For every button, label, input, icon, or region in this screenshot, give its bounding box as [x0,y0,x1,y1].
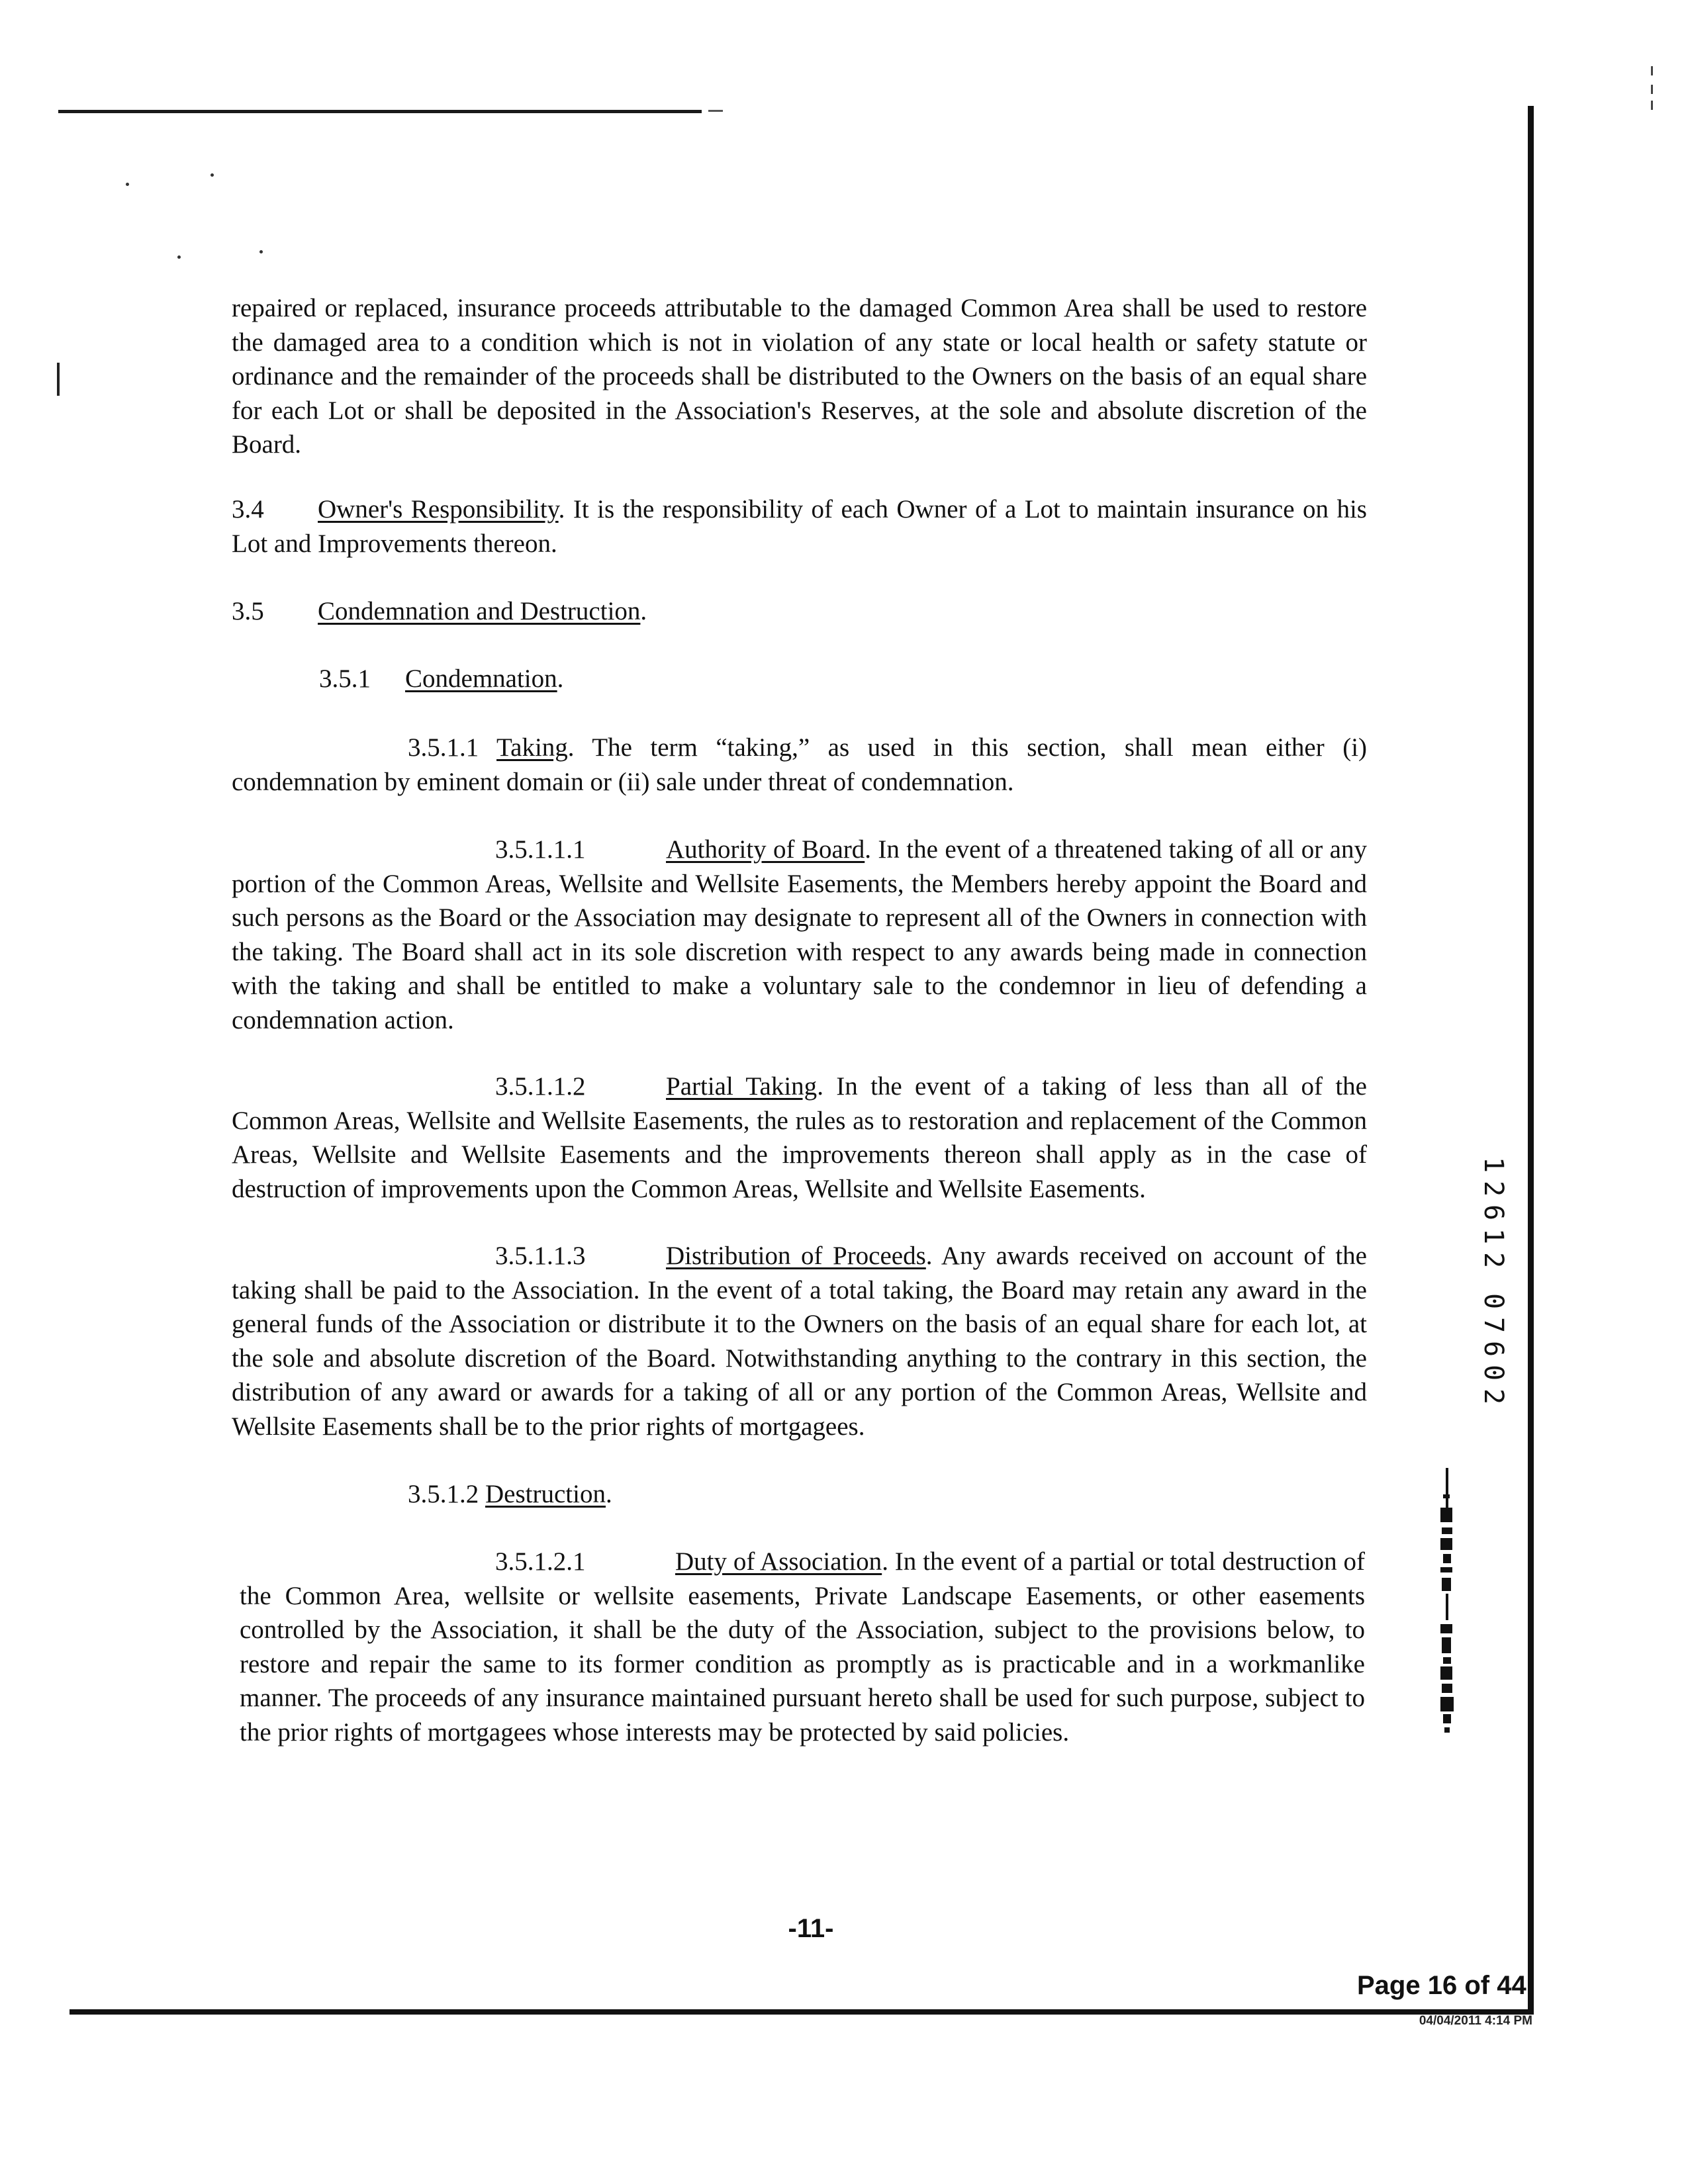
section-title: Owner's Responsibility [318,495,559,523]
recording-digit: 6 [1478,1340,1509,1357]
top-scan-rule [58,110,702,113]
scan-speck [211,173,214,177]
recording-digit: 2 [1478,1251,1509,1269]
section-3-5-1 [319,662,563,696]
recording-digit: 1 [1478,1228,1509,1245]
recording-barcode-image [1434,1468,1460,1746]
section-text: . In the event of a taking of less than all of the Common Areas, Wellsite and Wellsite Easements, the rules as to restoration and replacement of the Common Areas, Wellsite and Wellsite Easements and the improvements thereon shall apply as in the case of destruction of improvements upon the Common Areas, Wellsite and Wellsite Easements. [232,1072,1367,1203]
section-suffix: . [640,597,647,625]
recording-digit: 0 [1478,1293,1509,1310]
scan-speck [177,255,181,259]
section-number: 3.5.1.2.1 [495,1547,586,1576]
recording-digit: 0 [1478,1364,1509,1381]
section-suffix: . [557,664,564,693]
recording-digit: 2 [1478,1180,1509,1197]
recording-digit: 1 [1478,1156,1509,1173]
section-suffix: . [605,1480,612,1508]
recording-digit: 7 [1478,1316,1509,1334]
section-number: 3.5.1.1.1 [495,835,586,864]
section-3-5-1-1 [232,731,1367,799]
section-3-5-1-2 [408,1477,612,1512]
continuation-paragraph: repaired or replaced, insurance proceeds attributable to the damaged Common Area shall be used to restore the damaged area to a condition which is not in violation of any state or local health or safety statute or ordinance and the remainder of the proceeds shall be distributed to the Owners on the basis of an equal share for each Lot or shall be deposited in the Association's Reserves, at the sole and absolute discretion of the Board. [232,294,1367,459]
section-3-4 [232,492,1367,561]
section-3-5-1-2-1 [240,1545,1365,1749]
section-title: Partial Taking [666,1072,818,1101]
right-scan-border [1528,106,1534,2012]
recording-number [1479,1153,1508,1408]
section-text: . In the event of a partial or total destruction of the Common Area, wellsite or wellsite easements, Private Landscape Easements, or other easements controlled by the Association, it shall be the duty of the Association, subject to the provisions below, to restore and repair the same to its former condition as promptly as is practicable and in a workmanlike manner. The proceeds of any insurance maintained pursuant hereto shall be used for such purpose, subject to the prior rights of mortgagees whose interests may be protected by said policies. [240,1547,1365,1747]
section-title: Duty of Association [675,1547,882,1576]
scan-speck [126,183,129,186]
section-number: 3.5.1.2 [408,1480,479,1508]
section-title: Condemnation and Destruction [318,597,641,625]
section-3-5-1-1-1 [232,833,1367,1037]
edge-dash-mark [1651,101,1653,110]
section-3-5 [232,594,647,629]
section-number: 3.5.1.1.2 [495,1072,586,1101]
page-of-count: Page 16 of 44 [1357,1971,1526,2000]
left-margin-mark [57,363,60,396]
recording-digit: 6 [1478,1204,1509,1221]
top-scan-rule-tail [708,110,723,112]
section-text: . It is the responsibility of each Owner of a Lot to maintain insurance on his Lot and Improvements thereon. [232,495,1367,558]
edge-dash-mark [1651,66,1653,75]
bottom-scan-border [70,2009,1534,2015]
section-number: 3.5 [232,597,264,625]
section-number: 3.5.1.1.3 [495,1242,586,1270]
section-number: 3.5.1 [319,664,371,693]
section-number: 3.5.1.1 [408,733,479,762]
section-title: Authority of Board [666,835,865,864]
section-title: Destruction [485,1480,606,1508]
section-title: Condemnation [405,664,557,693]
section-title: Distribution of Proceeds [666,1242,926,1270]
section-3-5-1-1-2 [232,1069,1367,1206]
section-text: . Any awards received on account of the taking shall be paid to the Association. In the event of a total taking, the Board may retain any award in the general funds of the Association or distribute it to the Owners on the basis of an equal share for each lot, at the sole and absolute discretion of the Board. Notwithstanding anything to the contrary in this section, the distribution of any award or awards for a taking of all or any portion of the Common Areas, Wellsite and Wellsite Easements shall be to the prior rights of mortgagees. [232,1242,1367,1441]
page-number: -11- [788,1914,834,1943]
section-3-5-1-1-3 [232,1239,1367,1443]
section-number: 3.4 [232,495,264,523]
print-timestamp: 04/04/2011 4:14 PM [1419,2014,1532,2028]
section-text: . The term “taking,” as used in this section, shall mean either (i) condemnation by eminent domain or (ii) sale under threat of condemnation. [232,733,1368,796]
edge-dash-mark [1651,85,1653,94]
section-text: . In the event of a threatened taking of all or any portion of the Common Areas, Wellsite and Wellsite Easements, the Members hereby appoint the Board and such persons as the Board or the Association may designate to represent all of the Owners in connection with the taking. The Board shall act in its sole discretion with respect to any awards being made in connection with the taking and shall be entitled to make a voluntary sale to the condemnor in lieu of defending a condemnation action. [232,835,1367,1034]
scan-speck [259,250,263,253]
section-title: Taking [496,733,568,762]
recording-digit: 2 [1478,1388,1509,1405]
